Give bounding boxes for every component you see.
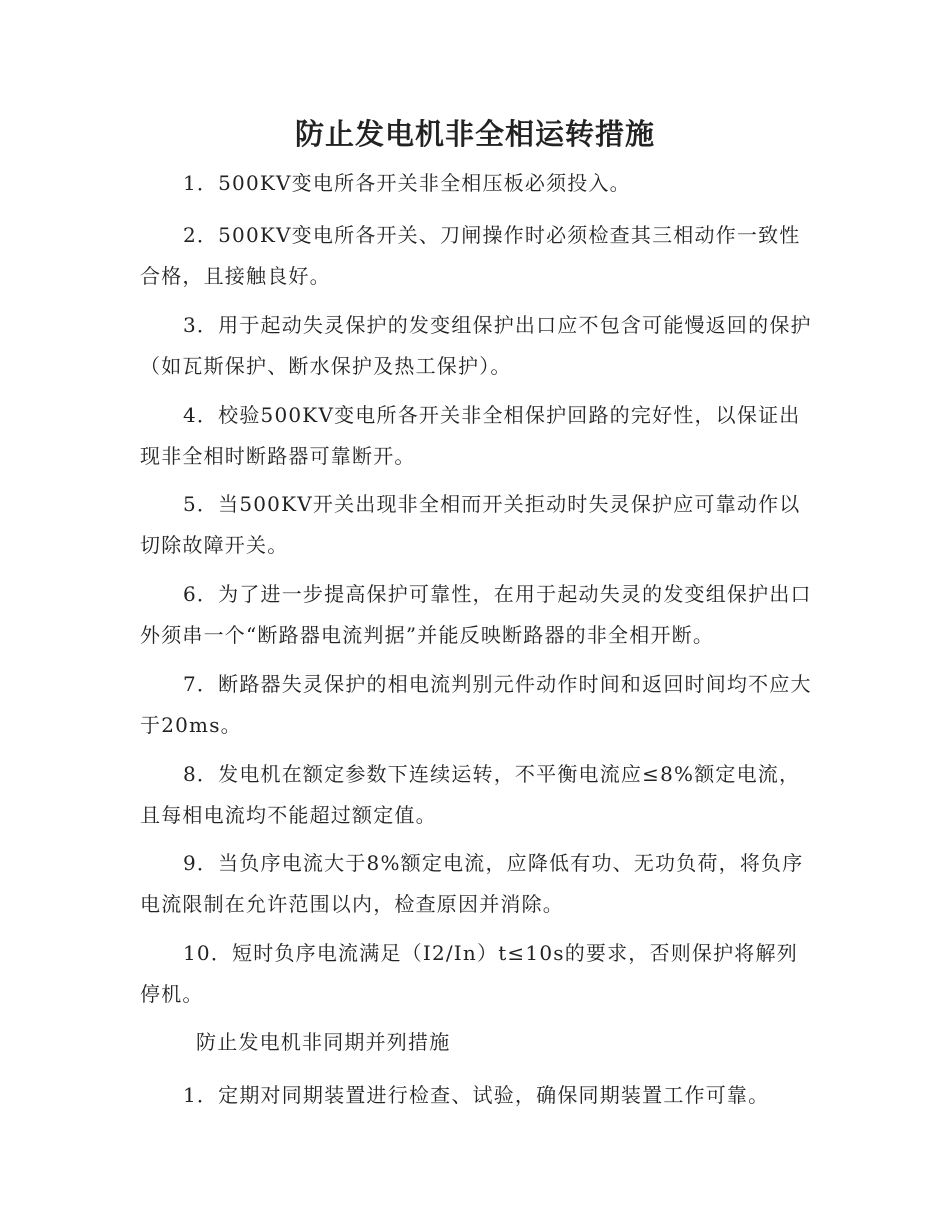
paragraph-2: 2．500KV变电所各开关、刀闸操作时必须检查其三相动作一致性合格，且接触良好。 — [140, 223, 801, 288]
subsection-paragraph-1: 1．定期对同期装置进行检查、试验，确保同期装置工作可靠。 — [183, 1083, 770, 1107]
paragraph-3: 3．用于起动失灵保护的发变组保护出口应不包含可能慢返回的保护（如瓦斯保护、断水保护及热工保护）。 — [140, 313, 812, 378]
paragraph-7: 7．断路器失灵保护的相电流判别元件动作时间和返回时间均不应大于20ms。 — [140, 672, 812, 737]
paragraph-10: 10．短时负序电流满足（I2/In）t≤10s的要求，否则保护将解列停机。 — [140, 941, 798, 1006]
page-title: 防止发电机非全相运转措施 — [294, 117, 655, 151]
paragraph-9: 9．当负序电流大于8%额定电流，应降低有功、无功负荷，将负序电流限制在允许范围以内，检查原因并消除。 — [140, 851, 804, 916]
section-subheading: 防止发电机非同期并列措施 — [196, 1030, 451, 1054]
paragraph-1: 1．500KV变电所各开关非全相压板必须投入。 — [183, 171, 631, 195]
paragraph-8: 8．发电机在额定参数下连续运转，不平衡电流应≤8%额定电流，且每相电流均不能超过额定值。 — [140, 762, 801, 827]
paragraph-4: 4．校验500KV变电所各开关非全相保护回路的完好性，以保证出现非全相时断路器可靠断开。 — [140, 403, 801, 468]
paragraph-5: 5．当500KV开关出现非全相而开关拒动时失灵保护应可靠动作以切除故障开关。 — [140, 492, 801, 557]
paragraph-6: 6．为了进一步提高保护可靠性，在用于起动失灵的发变组保护出口外须串一个“断路器电流判据”并能反映断路器的非全相开断。 — [140, 582, 812, 647]
